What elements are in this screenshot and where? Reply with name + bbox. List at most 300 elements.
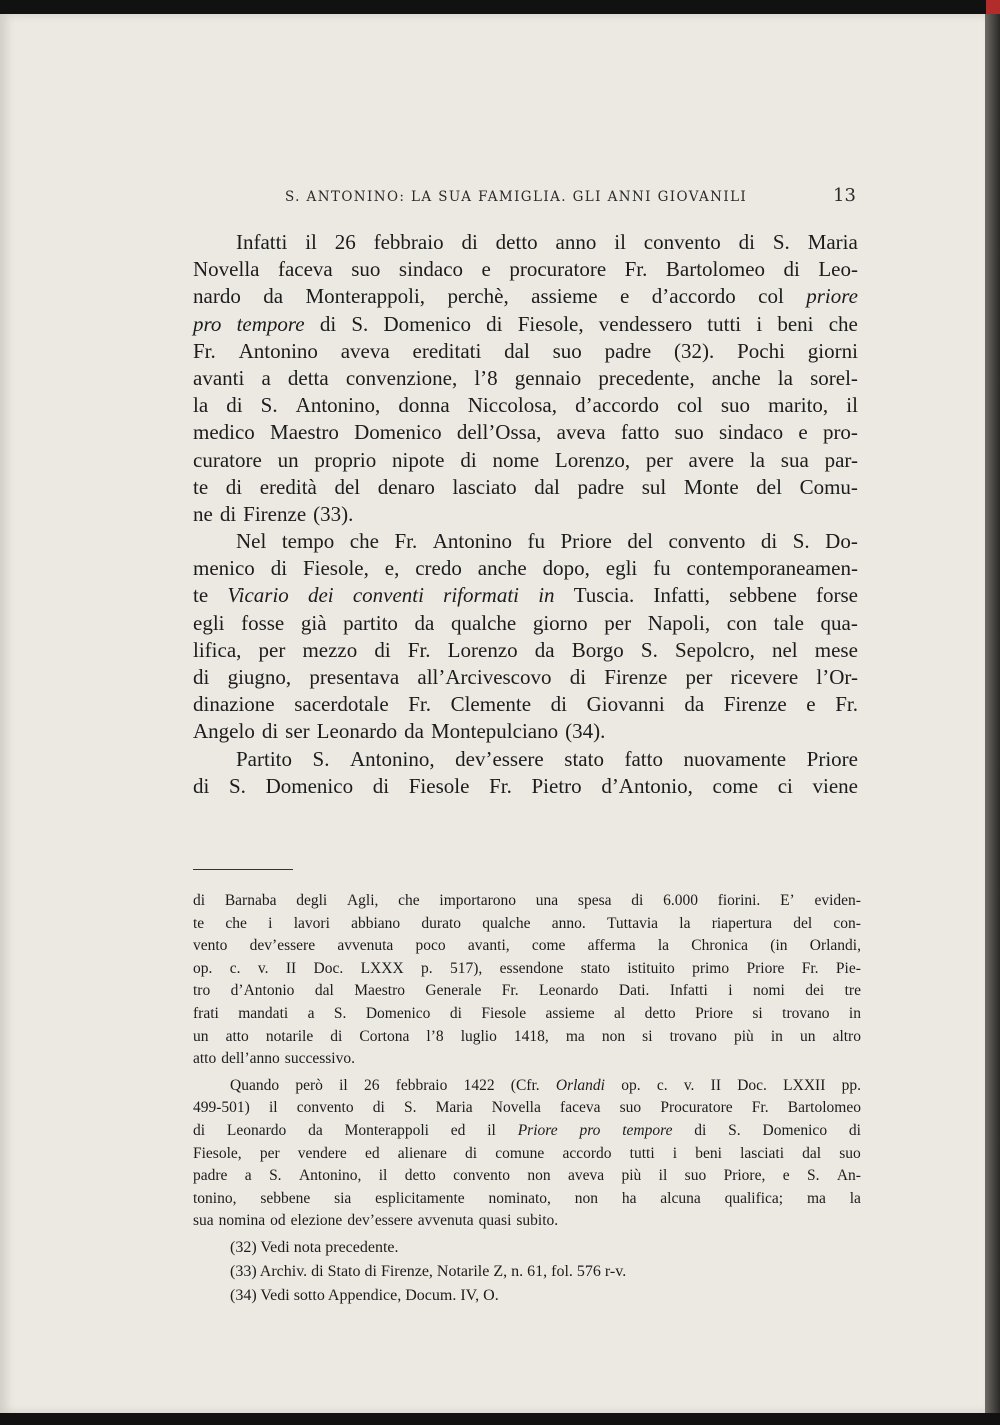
word: S. bbox=[806, 1167, 820, 1185]
word: da bbox=[414, 610, 435, 635]
text-line-13 bbox=[193, 555, 858, 582]
word: contemporaneamen- bbox=[686, 556, 858, 581]
word: Angelo bbox=[193, 719, 255, 744]
word: tutti bbox=[629, 1144, 655, 1162]
word: Domenico bbox=[365, 1004, 431, 1022]
word: si bbox=[642, 1027, 653, 1045]
word: Tuttavia bbox=[606, 914, 659, 932]
footnote-line-4 bbox=[193, 958, 861, 981]
word: sacerdotale bbox=[294, 692, 389, 717]
word: (32). bbox=[674, 338, 715, 363]
word: donna bbox=[398, 393, 450, 418]
word: 517), bbox=[450, 959, 483, 977]
footnote-paragraph bbox=[193, 1075, 861, 1233]
word: gennaio bbox=[514, 365, 582, 390]
word: anno bbox=[555, 230, 597, 254]
word: più bbox=[621, 1167, 642, 1185]
word: anno. bbox=[551, 914, 586, 932]
text-line-5 bbox=[193, 338, 858, 365]
word: S. bbox=[333, 1004, 347, 1022]
word: v. bbox=[257, 959, 269, 977]
word: te bbox=[193, 914, 205, 932]
word: precedente, bbox=[598, 365, 695, 390]
word: dopo, bbox=[542, 556, 590, 581]
text-line-2 bbox=[193, 256, 858, 283]
word: sebbene bbox=[260, 1189, 311, 1207]
running-header bbox=[0, 183, 985, 213]
word bbox=[810, 935, 861, 958]
word: Borgo bbox=[571, 637, 624, 662]
word: Firenze bbox=[723, 692, 787, 717]
word: (Cfr. bbox=[510, 1076, 540, 1094]
word: mese bbox=[814, 637, 858, 662]
word: da bbox=[684, 692, 705, 717]
word: luglio bbox=[460, 1027, 497, 1045]
word: Monterappoli bbox=[344, 1121, 429, 1139]
footnote-continuation bbox=[193, 890, 861, 1071]
text-line-17 bbox=[193, 664, 858, 691]
word: dinazione bbox=[193, 692, 275, 717]
text-line-14 bbox=[193, 582, 858, 609]
word: di bbox=[319, 311, 337, 336]
word: par- bbox=[824, 447, 858, 472]
text-line-8 bbox=[193, 419, 858, 446]
word: per bbox=[604, 610, 632, 635]
word: S. bbox=[351, 311, 369, 336]
word: e bbox=[481, 257, 491, 282]
word: come bbox=[712, 773, 759, 798]
word: Sepolcro, bbox=[674, 637, 755, 662]
word: i bbox=[756, 311, 763, 336]
word: e bbox=[782, 1167, 790, 1185]
word: atto bbox=[225, 1027, 249, 1045]
word: tempore bbox=[236, 311, 305, 336]
word: sia bbox=[334, 1189, 352, 1207]
word: da bbox=[263, 284, 284, 309]
word: presentava bbox=[309, 665, 400, 689]
footnote-line-1 bbox=[193, 890, 861, 913]
word: di bbox=[261, 719, 279, 744]
word: 26 bbox=[363, 1076, 380, 1094]
word: dev’essere bbox=[249, 937, 316, 955]
word: op. bbox=[621, 1076, 641, 1094]
word: alienare bbox=[397, 1144, 447, 1162]
word: la bbox=[657, 937, 669, 955]
footnote-para-line-7 bbox=[193, 1210, 861, 1233]
word: pp. bbox=[841, 1076, 861, 1094]
word: fu bbox=[653, 556, 671, 581]
word: nome bbox=[492, 447, 540, 472]
word: la bbox=[749, 447, 765, 472]
word: nel bbox=[771, 637, 798, 662]
word: assieme bbox=[531, 284, 598, 309]
word: , bbox=[857, 937, 861, 955]
word: pro bbox=[193, 311, 222, 336]
word: d’Antonio bbox=[230, 982, 295, 1000]
word: Fr. bbox=[193, 338, 216, 363]
word: eredità bbox=[259, 474, 317, 499]
word: col bbox=[758, 284, 784, 309]
word: i bbox=[672, 1144, 678, 1162]
word: padre bbox=[577, 474, 625, 499]
word: abbiano bbox=[351, 914, 401, 932]
word: convento bbox=[668, 529, 746, 554]
word: II bbox=[710, 1076, 721, 1094]
word: esplicitamente bbox=[375, 1189, 465, 1207]
word: priore bbox=[806, 284, 858, 309]
word: dei bbox=[805, 982, 825, 1000]
word: Domenico bbox=[354, 420, 442, 445]
word: S. bbox=[229, 773, 246, 798]
word: LXXX bbox=[360, 959, 404, 977]
word: di bbox=[760, 529, 778, 554]
word: sua bbox=[193, 1212, 214, 1230]
word: di bbox=[193, 773, 210, 798]
word: Domenico bbox=[383, 311, 471, 336]
word: nardo bbox=[193, 284, 241, 309]
word: di bbox=[449, 1004, 462, 1022]
word: te bbox=[193, 583, 209, 608]
word: i bbox=[268, 914, 273, 932]
word: aveva bbox=[340, 338, 390, 363]
word: Clemente bbox=[450, 692, 532, 717]
word: ereditati bbox=[412, 338, 482, 363]
word: dell’anno bbox=[221, 1050, 280, 1068]
page-edge-shadow bbox=[985, 14, 1000, 1413]
word: denaro bbox=[377, 474, 435, 499]
word: sorel- bbox=[810, 365, 858, 390]
word: nomina bbox=[218, 1212, 266, 1230]
footnote-para-line-4 bbox=[193, 1143, 861, 1166]
text-line-11 bbox=[193, 501, 858, 528]
word: 26 bbox=[334, 230, 356, 254]
word: il bbox=[846, 393, 858, 418]
word: del bbox=[793, 914, 813, 932]
word: Fr. bbox=[751, 1099, 769, 1117]
word: Priore bbox=[806, 746, 858, 771]
word: stato bbox=[564, 746, 604, 771]
word bbox=[574, 582, 635, 609]
word: ed bbox=[450, 1121, 466, 1139]
word: Montepulciano bbox=[430, 719, 559, 744]
word: lasciato bbox=[452, 474, 517, 499]
word: Fiesole, bbox=[193, 1144, 242, 1162]
word: marito, bbox=[768, 393, 829, 418]
word: avere bbox=[688, 447, 735, 472]
footnote-line-7 bbox=[193, 1026, 861, 1049]
word: in bbox=[848, 1004, 861, 1022]
word: detto bbox=[644, 1004, 676, 1022]
word: Novella bbox=[193, 257, 260, 282]
word: Tuscia bbox=[573, 583, 629, 608]
word: elezione bbox=[290, 1212, 343, 1230]
text-line-19 bbox=[193, 718, 858, 745]
word: Vicario bbox=[227, 583, 289, 608]
word: avvenuta bbox=[337, 937, 394, 955]
footnote-para-line-6 bbox=[193, 1188, 861, 1211]
word: S. bbox=[260, 393, 278, 418]
word: Firenze bbox=[243, 501, 307, 526]
word: di bbox=[461, 230, 478, 254]
word: Comu- bbox=[799, 474, 858, 499]
word: Niccolosa, bbox=[467, 393, 557, 418]
word: e bbox=[806, 692, 816, 717]
main-text bbox=[193, 229, 858, 800]
word: curatore bbox=[193, 447, 262, 472]
word: Bartolomeo bbox=[787, 1099, 861, 1117]
word: qualifica; bbox=[724, 1189, 784, 1207]
word: LXXII bbox=[783, 1076, 826, 1094]
word: ma bbox=[565, 1027, 585, 1045]
word: aveva bbox=[567, 1167, 605, 1185]
word: il bbox=[658, 1167, 668, 1185]
word: Antonino, bbox=[298, 1167, 362, 1185]
text-line-1 bbox=[193, 229, 858, 256]
word: alcuna bbox=[660, 1189, 701, 1207]
word: d’accordo bbox=[651, 284, 736, 309]
footnote-separator-rule bbox=[193, 869, 293, 870]
text-line-7 bbox=[193, 392, 858, 419]
word: di bbox=[783, 257, 800, 282]
word: per bbox=[685, 665, 713, 689]
word: l’8 bbox=[426, 1027, 444, 1045]
word: Barnaba bbox=[224, 892, 277, 909]
word: fatto bbox=[624, 746, 663, 771]
word: frati bbox=[193, 1004, 219, 1022]
word: che bbox=[349, 529, 379, 554]
word: giorni bbox=[807, 338, 858, 363]
word: Agli, bbox=[346, 892, 379, 909]
word: dal bbox=[314, 982, 334, 1000]
word: d’Antonio, bbox=[601, 773, 693, 798]
word: che bbox=[828, 311, 858, 336]
word: per bbox=[645, 447, 673, 472]
word: padre bbox=[604, 338, 652, 363]
word: Giovanni bbox=[586, 692, 665, 717]
word: l’Or- bbox=[816, 665, 858, 689]
word: nominato, bbox=[488, 1189, 551, 1207]
word: il bbox=[378, 1167, 388, 1185]
word: Priore bbox=[746, 959, 785, 977]
word: con bbox=[726, 610, 758, 635]
word: op. bbox=[193, 959, 213, 977]
text-line-10 bbox=[193, 474, 858, 501]
word: di bbox=[550, 692, 567, 717]
word: Infatti bbox=[669, 982, 708, 1000]
word: Fr. bbox=[801, 959, 819, 977]
word: del bbox=[627, 529, 653, 554]
word: Pie- bbox=[835, 959, 861, 977]
text-line-12 bbox=[193, 528, 858, 555]
word: Domenico bbox=[762, 1121, 828, 1139]
word: riapertura bbox=[711, 914, 772, 932]
footnote-line-8 bbox=[193, 1048, 861, 1071]
word: Fr. bbox=[407, 637, 431, 662]
word: E’ bbox=[780, 892, 795, 909]
word: nipote bbox=[392, 447, 445, 472]
word: in bbox=[770, 1027, 783, 1045]
word: conventi bbox=[352, 583, 424, 608]
text-line-6 bbox=[193, 365, 858, 392]
word: Napoli, bbox=[647, 610, 711, 635]
footnote-line-3 bbox=[193, 935, 861, 958]
word: lavori bbox=[293, 914, 330, 932]
word: Lorenzo bbox=[447, 637, 518, 662]
word: dal bbox=[534, 474, 560, 499]
word: Fiesole, bbox=[517, 311, 584, 336]
word: pro bbox=[579, 1121, 601, 1139]
word: di bbox=[464, 1144, 478, 1162]
word: Chronica bbox=[691, 937, 749, 955]
word: 499-501) bbox=[193, 1099, 250, 1117]
word: si bbox=[752, 1004, 763, 1022]
word: qua- bbox=[820, 610, 858, 635]
word: Antonino bbox=[238, 338, 318, 363]
word: suo bbox=[552, 338, 582, 363]
word: c. bbox=[229, 959, 241, 977]
text-line-9 bbox=[193, 447, 858, 474]
word: di bbox=[486, 311, 503, 336]
word: c. bbox=[656, 1076, 668, 1094]
word: Fr. bbox=[501, 982, 519, 1000]
word: di bbox=[372, 773, 390, 798]
word: giorno bbox=[532, 610, 588, 635]
word: ser bbox=[285, 719, 310, 744]
word: 1422 bbox=[463, 1076, 495, 1094]
word: suo bbox=[674, 420, 704, 445]
word: detta bbox=[287, 365, 329, 390]
word: febbraio bbox=[373, 230, 444, 254]
word: lifica, bbox=[193, 637, 242, 662]
word: quasi bbox=[478, 1212, 512, 1230]
word: dev’essere bbox=[455, 746, 544, 771]
word: di bbox=[848, 1121, 861, 1139]
word: la bbox=[849, 1189, 861, 1207]
footnote-line-5 bbox=[193, 980, 861, 1003]
word: avanti, bbox=[467, 937, 510, 955]
footnote-line-2 bbox=[193, 913, 861, 936]
word: S. bbox=[792, 529, 810, 554]
word: ricevere bbox=[730, 665, 799, 689]
word: Pietro bbox=[531, 773, 582, 798]
footnote-para-line-2 bbox=[193, 1097, 861, 1120]
word: in bbox=[538, 583, 555, 608]
word: tonino, bbox=[193, 1189, 237, 1207]
word: successivo. bbox=[284, 1050, 355, 1068]
word: la bbox=[679, 914, 691, 932]
word: a bbox=[244, 1167, 252, 1185]
word: fatto bbox=[620, 420, 660, 445]
footnote-para-line-3 bbox=[193, 1120, 861, 1143]
word: il bbox=[268, 1099, 278, 1117]
word: lasciati bbox=[740, 1144, 785, 1162]
word: S. bbox=[312, 746, 330, 771]
word: da bbox=[534, 637, 555, 662]
word: del bbox=[334, 474, 361, 499]
word: od bbox=[270, 1212, 286, 1230]
word: di bbox=[219, 501, 237, 526]
word: beni bbox=[777, 311, 814, 336]
word: faceva bbox=[277, 257, 333, 282]
word: durato bbox=[421, 914, 462, 932]
word: di bbox=[193, 892, 206, 909]
word: accordo bbox=[562, 1144, 612, 1162]
word: qualche bbox=[450, 610, 517, 635]
word: ci bbox=[777, 773, 793, 798]
word: Antonino bbox=[432, 529, 513, 554]
text-line-15 bbox=[193, 610, 858, 637]
text-line-4 bbox=[193, 311, 858, 338]
word: forse bbox=[815, 583, 858, 608]
word: del bbox=[756, 474, 782, 499]
word: 6.000 bbox=[663, 892, 698, 909]
word: di bbox=[738, 230, 755, 254]
word: il bbox=[305, 230, 317, 254]
word: di bbox=[374, 637, 391, 662]
word: aveva bbox=[556, 420, 606, 445]
word: tempo bbox=[281, 529, 335, 554]
word: e bbox=[798, 420, 808, 445]
word: la bbox=[777, 365, 793, 390]
word: nomi bbox=[752, 982, 785, 1000]
word: ha bbox=[621, 1189, 637, 1207]
word: fosse bbox=[241, 610, 285, 635]
word: avvenuta bbox=[417, 1212, 474, 1230]
word: degli bbox=[296, 892, 328, 909]
word: tre bbox=[844, 982, 861, 1000]
word: Firenze bbox=[604, 665, 668, 689]
word: assieme bbox=[545, 1004, 595, 1022]
word: ma bbox=[806, 1189, 826, 1207]
word: poco bbox=[415, 937, 446, 955]
word: beni bbox=[695, 1144, 722, 1162]
word: di bbox=[460, 447, 477, 472]
word: convenzione, bbox=[345, 365, 458, 390]
word: da bbox=[308, 1121, 323, 1139]
word: v. bbox=[683, 1076, 695, 1094]
page-corner-marker bbox=[986, 0, 1000, 14]
word: qualche bbox=[482, 914, 531, 932]
word: per bbox=[258, 637, 286, 662]
word: Antonino, bbox=[295, 393, 381, 418]
word: Fiesole bbox=[481, 1004, 527, 1022]
word: l’8 bbox=[474, 365, 498, 390]
word: convento bbox=[453, 1167, 510, 1185]
word: però bbox=[295, 1076, 323, 1094]
word: dell’Ossa, bbox=[456, 420, 542, 445]
word: Fr. bbox=[489, 773, 512, 798]
word: e bbox=[620, 284, 630, 309]
word: febbraio bbox=[395, 1076, 448, 1094]
word: Generale bbox=[425, 982, 482, 1000]
word: giugno, bbox=[227, 665, 292, 689]
word: tro bbox=[193, 982, 211, 1000]
word: spesa bbox=[577, 892, 612, 909]
word: egli bbox=[193, 610, 225, 635]
footnote-line-6 bbox=[193, 1003, 861, 1026]
word: di bbox=[330, 1027, 343, 1045]
text-line-16 bbox=[193, 637, 858, 664]
word: essendone bbox=[499, 959, 564, 977]
word: di bbox=[372, 1099, 385, 1117]
word: primo bbox=[692, 959, 730, 977]
word: con- bbox=[833, 914, 861, 932]
word: faceva bbox=[560, 1099, 601, 1117]
footnote-para-line-5 bbox=[193, 1165, 861, 1188]
word: . bbox=[628, 583, 635, 608]
text-line-21 bbox=[193, 773, 858, 800]
footnote-34: (34) Vedi sotto Appendice, Docum. IV, O. bbox=[230, 1286, 499, 1304]
